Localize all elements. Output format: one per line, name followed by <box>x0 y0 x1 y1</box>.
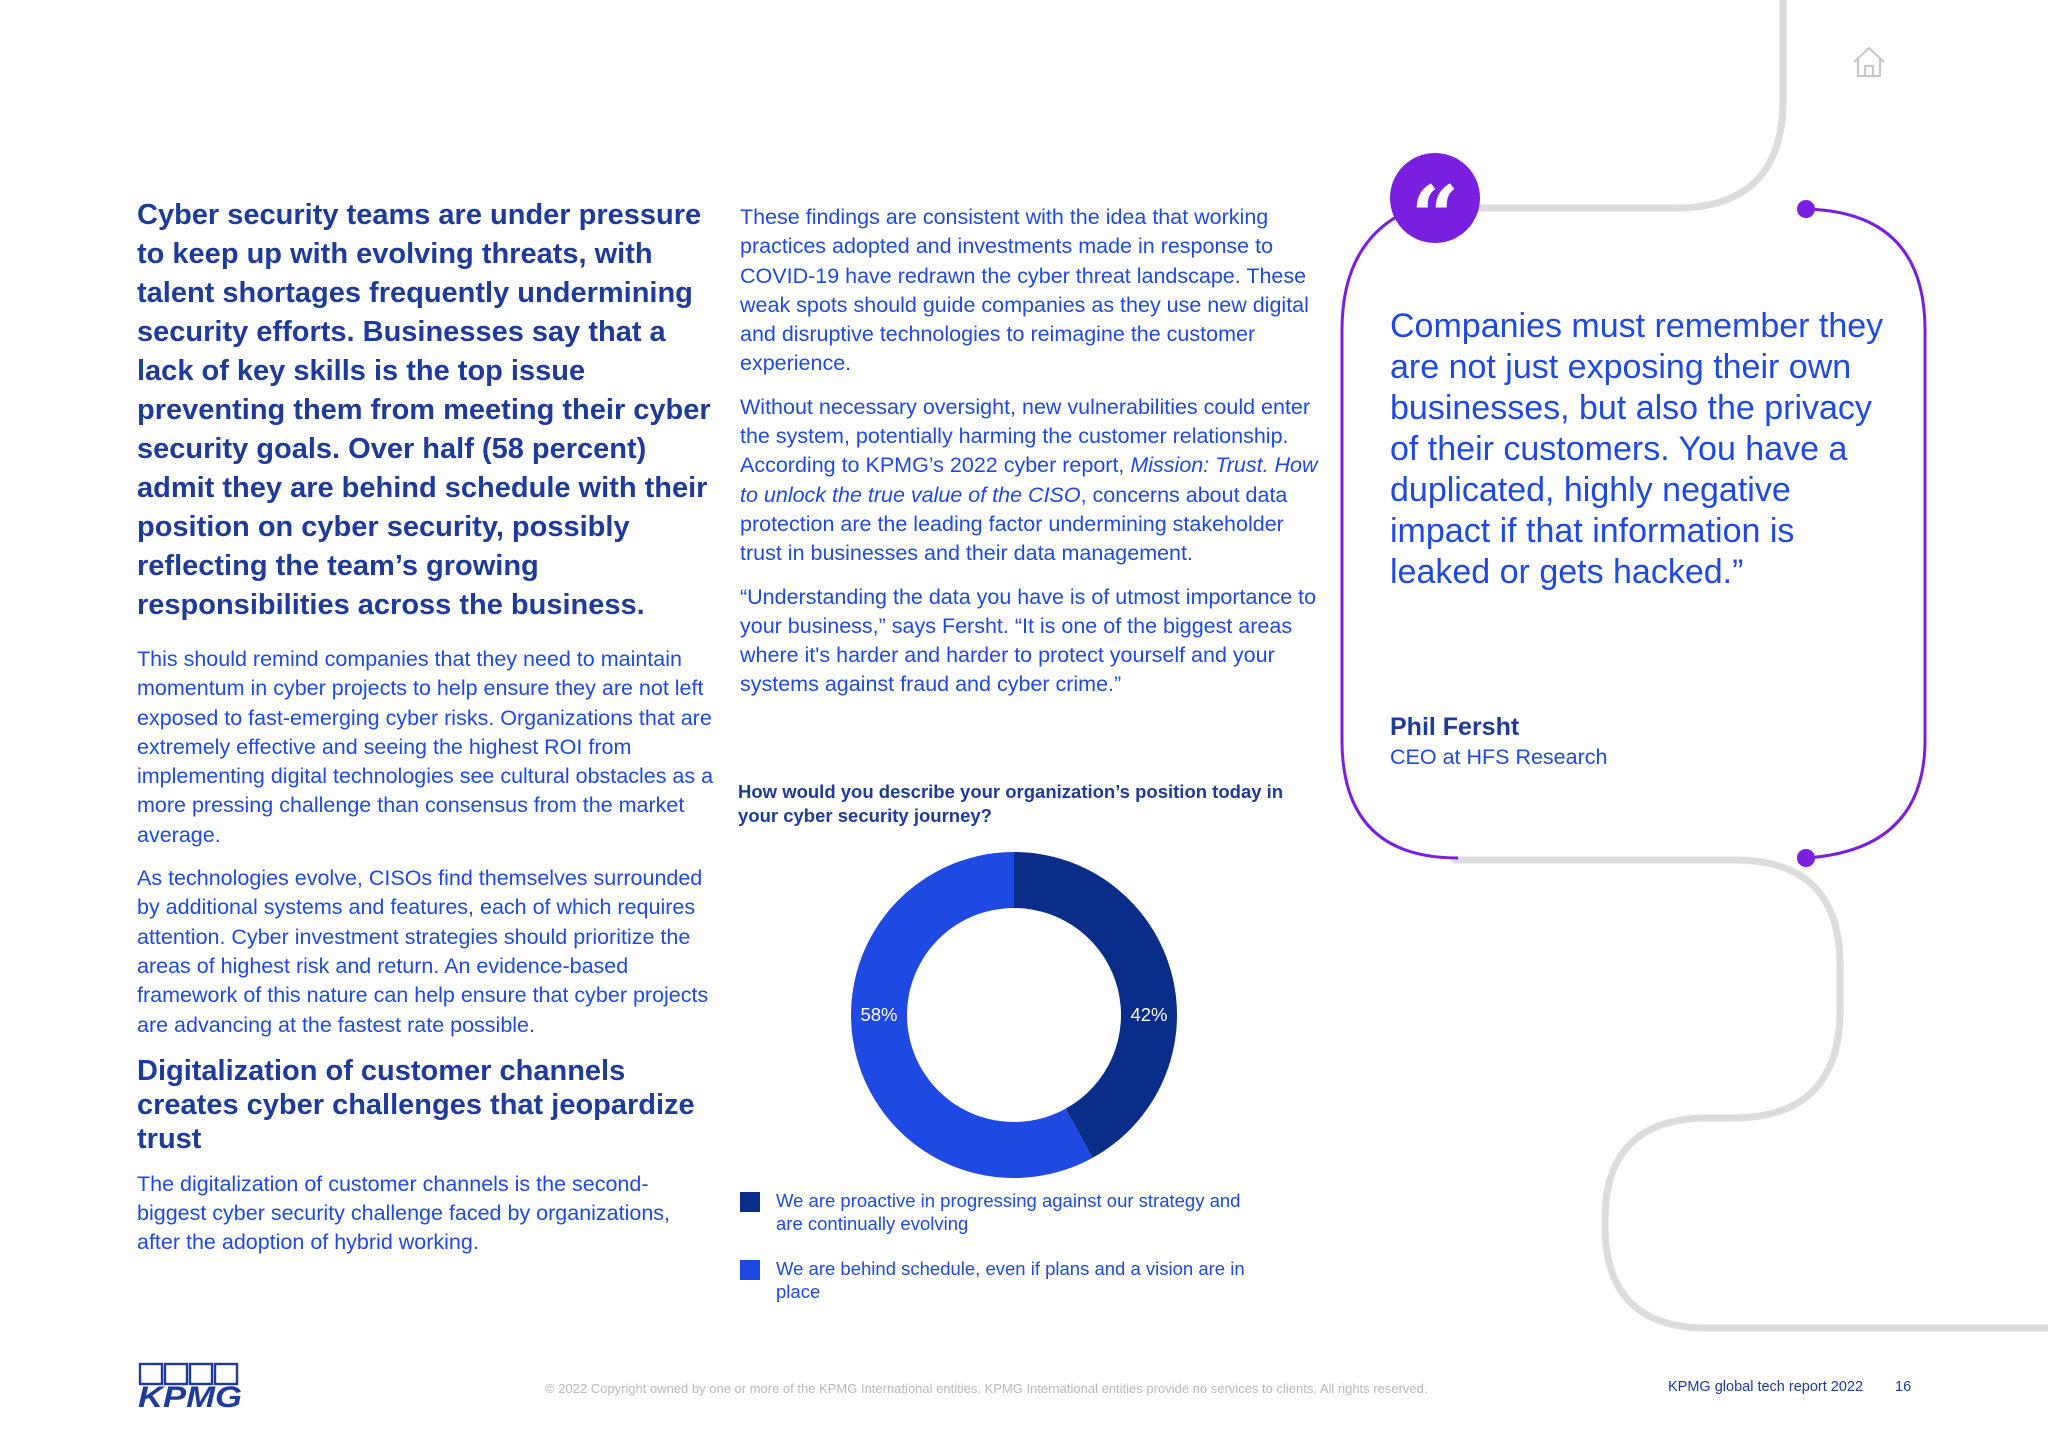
slice-label: 58% <box>860 1004 898 1025</box>
section-heading: Digitalization of customer channels creates cyber challenges that jeopardize trust <box>137 1054 695 1155</box>
quote-author-name: Phil Fersht <box>1390 713 1520 741</box>
legend-item <box>740 1190 1260 1240</box>
grey-connector-line <box>1455 860 2048 1328</box>
body-paragraph <box>740 393 1320 569</box>
legend-swatch <box>740 1192 760 1212</box>
report-title: KPMG global tech report 2022 <box>1668 1379 1864 1395</box>
lead-paragraph: Cyber security teams are under pressure to keep up with evolving threats, with talent shortages frequently undermining security efforts. Businesses say that a lack of key skills is the top issue preventing them from meeting their cyber security goals. Over half (58 percent) admit they are behind schedule with their position on cyber security, possibly reflecting the team’s growing responsibilities across the business. <box>137 199 711 621</box>
legend-label: We are behind schedule, even if plans and a vision are in place <box>776 1258 1245 1302</box>
kpmg-logo-text: KPMG <box>138 1381 242 1410</box>
middle-column <box>740 203 1320 714</box>
pull-quote: Companies must remember they are not just exposing their own businesses, but also the privacy of their customers. You have a duplicated, highly negative impact if that information is leaked or gets hacked.” <box>1390 307 1884 591</box>
text-span: , concerns about data protection are the leading factor undermining stakeholder trust in businesses and their data management. <box>740 482 1288 566</box>
home-icon[interactable] <box>1851 44 1887 80</box>
kpmg-logo <box>137 1362 245 1410</box>
quote-paragraph: “Understanding the data you have is of utmost importance to your business,” says Fersht. “It is one of the biggest areas where it's harder and harder to protect yourself and your systems against fraud and cyber crime.” <box>740 584 1317 697</box>
body-paragraph: This should remind companies that they need to maintain momentum in cyber projects to help ensure they are not left exposed to fast-emerging cyber risks. Organizations that are extremely effective and seeing the highest ROI from implementing digital technologies see cultural obstacles as a more pressing challenge than consensus from the market average. <box>137 647 714 847</box>
left-column <box>137 196 717 1272</box>
legend-swatch <box>740 1260 760 1280</box>
quote-author-role: CEO at HFS Research <box>1390 745 1608 769</box>
text-span: Without necessary oversight, new vulnerabilities could enter the system, potentially harming the customer relationship. According to KPMG’s 2022 cyber report, <box>740 394 1311 478</box>
body-paragraph: These findings are consistent with the idea that working practices adopted and investments made in response to COVID-19 have redrawn the cyber threat landscape. These weak spots should guide companies as they use new digital and disruptive technologies to reimagine the customer experience. <box>740 205 1309 376</box>
quote-icon: “ <box>1390 153 1480 243</box>
chart-title: How would you describe your organization’s position today in your cyber security journey? <box>738 781 1284 826</box>
legend-item <box>740 1258 1260 1308</box>
body-paragraph: The digitalization of customer channels is the second-biggest cyber security challenge faced by organizations, after the adoption of hybrid working. <box>137 1171 671 1255</box>
purple-dot <box>1797 200 1815 218</box>
donut-chart <box>844 845 1184 1185</box>
body-paragraph: As technologies evolve, CISOs find themselves surrounded by additional systems and features, each of which requires attention. Cyber investment strategies should prioritize the areas of highest risk and return. An evidence-based framework of this nature can help ensure that cyber projects are advancing at the fastest rate possible. <box>137 866 709 1037</box>
slice-label: 42% <box>1130 1004 1168 1025</box>
report-title-reference: Mission: Trust. How to unlock the true value of the CISO <box>740 453 1318 507</box>
purple-dot <box>1797 849 1815 867</box>
legend-label: We are proactive in progressing against our strategy and are continually evolving <box>776 1190 1241 1234</box>
grey-connector-line <box>1470 0 1783 208</box>
page-number: 16 <box>1895 1379 1912 1395</box>
copyright-notice: © 2022 Copyright owned by one or more of the KPMG International entities. KPMG International entities provide no services to clients. All rights reserved. <box>545 1381 1428 1396</box>
